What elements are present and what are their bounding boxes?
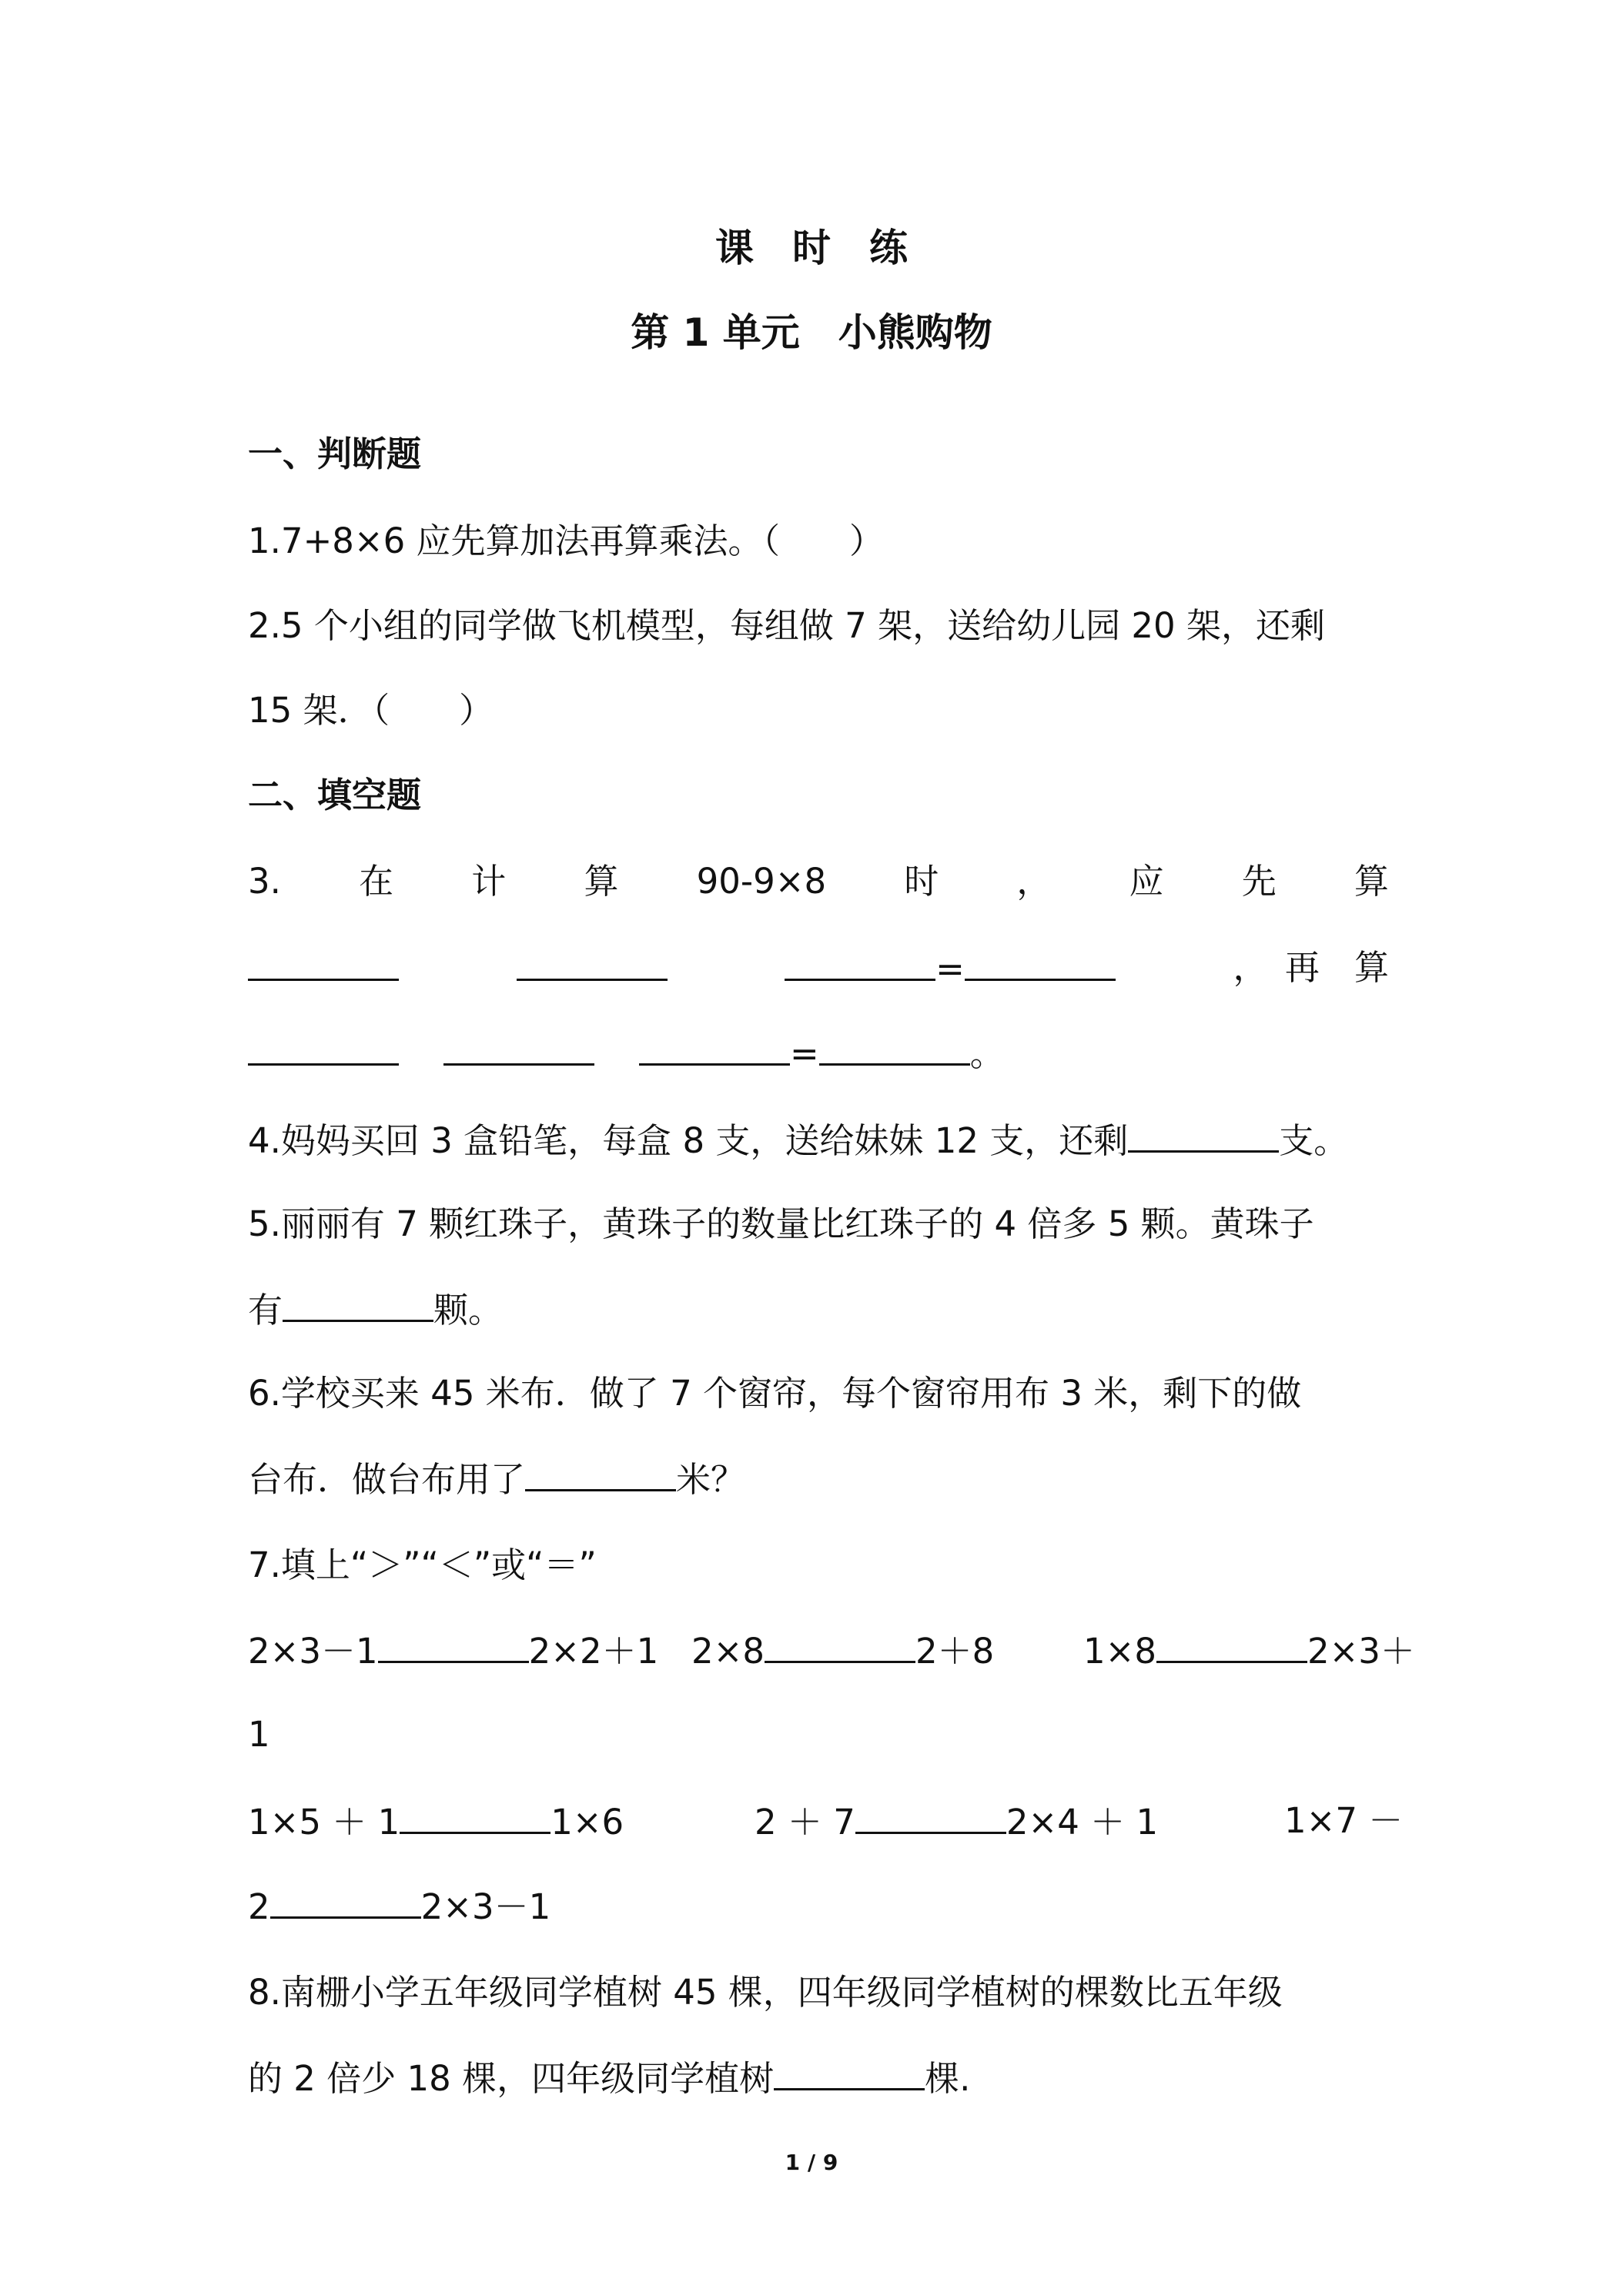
expr-left: 2 ＋ 7 xyxy=(755,1802,855,1842)
q8-text: 的 2 倍少 18 棵，四年级同学植树 xyxy=(248,2058,775,2099)
answer-blank[interactable] xyxy=(774,2054,925,2090)
answer-blank[interactable] xyxy=(443,1029,594,1066)
answer-blank[interactable] xyxy=(248,945,399,981)
page-title: 课 时 练 xyxy=(715,226,908,270)
q5-text: 有 xyxy=(248,1290,283,1330)
q4-unit: 支。 xyxy=(1279,1120,1349,1161)
q6-unit: 米？ xyxy=(676,1459,746,1500)
answer-blank[interactable] xyxy=(270,1883,421,1919)
compare-wrap: 1 xyxy=(248,1714,270,1755)
expr-left: 2×8 xyxy=(691,1631,765,1672)
answer-blank[interactable] xyxy=(785,945,935,981)
q3-end: 。 xyxy=(969,1033,1005,1074)
answer-blank[interactable] xyxy=(855,1798,1006,1834)
question-1: 1.7+8×6 应先算加法再算乘法。（ ） xyxy=(248,520,885,561)
question-6-line2 xyxy=(248,1455,745,1503)
expr-right: 2＋8 xyxy=(915,1631,995,1672)
compare-item xyxy=(248,1883,550,1930)
expr-right: 2×3＋ xyxy=(1307,1631,1415,1672)
q6-text: 台布．做台布用了 xyxy=(248,1459,526,1500)
question-2-line2: 15 架．（ ） xyxy=(248,690,494,731)
answer-blank[interactable] xyxy=(639,1029,790,1066)
answer-blank[interactable] xyxy=(965,945,1116,981)
q3-word: 时 xyxy=(904,861,939,902)
q3-word: 计 xyxy=(471,861,507,902)
compare-item xyxy=(248,1798,624,1846)
expr-left: 1×5 ＋ 1 xyxy=(248,1802,400,1842)
answer-blank[interactable] xyxy=(400,1798,550,1834)
equals-sign: = xyxy=(790,1033,819,1074)
answer-blank[interactable] xyxy=(765,1627,915,1663)
answer-blank[interactable] xyxy=(1128,1116,1279,1153)
q3-word: 90-9×8 xyxy=(696,861,827,902)
question-3-line1 xyxy=(248,858,1389,905)
question-3-line3 xyxy=(248,1029,1005,1077)
section-heading-fill: 二、填空题 xyxy=(248,775,422,815)
answer-blank[interactable] xyxy=(517,945,668,981)
question-4 xyxy=(248,1116,1348,1164)
q3-word: 在 xyxy=(359,861,394,902)
compare-item: 1×7 － xyxy=(1284,1800,1404,1841)
expr-left: 1×8 xyxy=(1083,1631,1156,1672)
q3-word: 应 xyxy=(1129,861,1164,902)
q3-word: 先 xyxy=(1241,861,1277,902)
expr-right: 2×3－1 xyxy=(420,1886,551,1927)
expr-right: 2×4 ＋ 1 xyxy=(1006,1802,1159,1842)
answer-blank[interactable] xyxy=(283,1286,433,1322)
expr-left: 2 xyxy=(248,1886,270,1927)
compare-item xyxy=(755,1798,1158,1846)
question-5-line2 xyxy=(248,1286,503,1334)
answer-blank[interactable] xyxy=(819,1029,970,1066)
question-7-prompt: 7.填上“＞”“＜”或“＝” xyxy=(248,1545,597,1585)
equals-sign: = xyxy=(935,949,965,989)
question-3-line2 xyxy=(248,945,1389,992)
question-8-line1: 8.南栅小学五年级同学植树 45 棵，四年级同学植树的棵数比五年级 xyxy=(248,1972,1283,2013)
answer-blank[interactable] xyxy=(248,1029,399,1066)
answer-blank[interactable] xyxy=(378,1627,529,1663)
q3-then-text: ， 再 算 xyxy=(1233,947,1389,988)
expr-left: 2×3－1 xyxy=(248,1631,378,1672)
question-8-line2 xyxy=(248,2054,970,2102)
section-heading-judge: 一、判断题 xyxy=(248,433,422,474)
question-2-line1: 2.5 个小组的同学做飞机模型，每组做 7 架，送给幼儿园 20 架，还剩 xyxy=(248,605,1325,646)
compare-item xyxy=(691,1627,994,1675)
q3-word: ， xyxy=(1016,861,1052,902)
q3-word: 算 xyxy=(584,861,619,902)
expr-right: 1×6 xyxy=(550,1802,624,1842)
answer-blank[interactable] xyxy=(525,1455,676,1491)
q8-unit: 棵. xyxy=(925,2058,971,2099)
expr-right: 2×2＋1 xyxy=(528,1631,659,1672)
compare-item xyxy=(1083,1627,1415,1675)
answer-blank[interactable] xyxy=(1156,1627,1307,1663)
page-number: 1 / 9 xyxy=(785,2150,838,2175)
q5-unit: 颗。 xyxy=(433,1290,504,1330)
question-6-line1: 6.学校买来 45 米布．做了 7 个窗帘，每个窗帘用布 3 米，剩下的做 xyxy=(248,1373,1302,1414)
q4-text: 4.妈妈买回 3 盒铅笔，每盒 8 支，送给妹妹 12 支，还剩 xyxy=(248,1120,1129,1161)
q3-word: 3. xyxy=(248,861,281,902)
compare-item xyxy=(248,1627,658,1675)
q3-word: 算 xyxy=(1354,861,1389,902)
unit-subtitle: 第 1 单元 小熊购物 xyxy=(631,310,992,355)
question-5-line1: 5.丽丽有 7 颗红珠子，黄珠子的数量比红珠子的 4 倍多 5 颗。黄珠子 xyxy=(248,1203,1314,1244)
